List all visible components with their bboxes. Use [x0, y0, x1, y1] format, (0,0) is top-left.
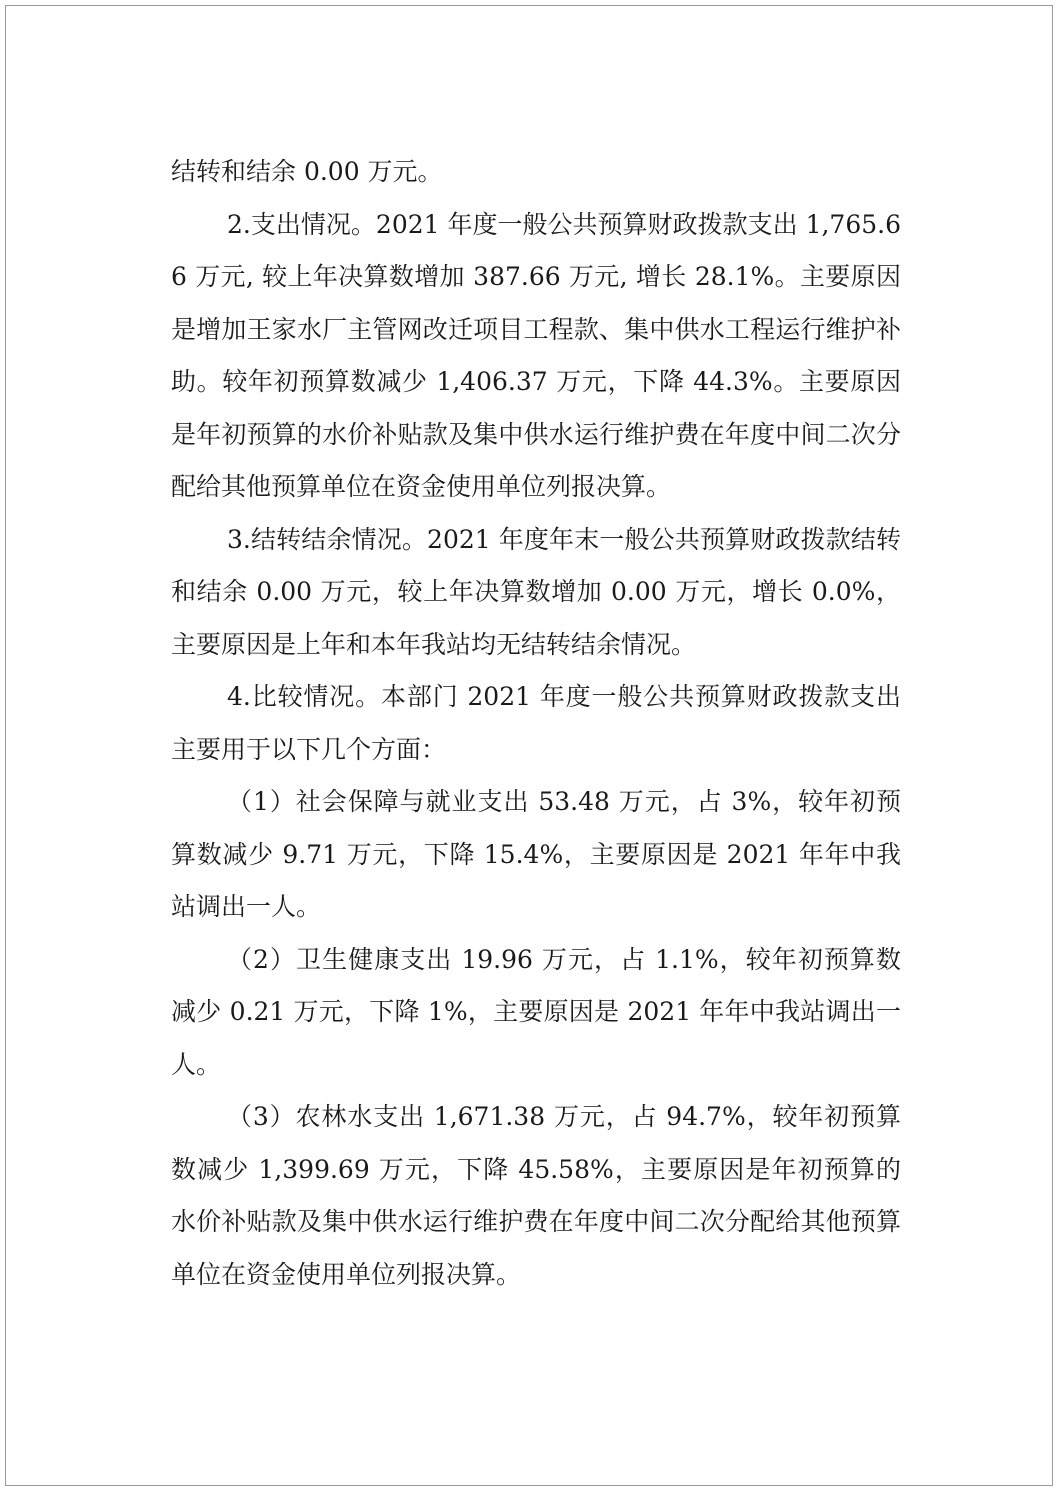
paragraph-carryover: 结转和结余 0.00 万元。 [171, 157, 443, 186]
paragraph-comparison: 4.比较情况。本部门 2021 年度一般公共预算财政拨款支出主要用于以下几个方面： [171, 682, 901, 764]
paragraph-health: （2）卫生健康支出 19.96 万元，占 1.1%，较年初预算数减少 0.21 万元，下降 1%，主要原因是 2021 年年中我站调出一人。 [171, 944, 901, 1079]
document-body [171, 146, 901, 1301]
paragraph-expenditure: 2.支出情况。2021 年度一般公共预算财政拨款支出 1,765.66 万元, 较上年决算数增加 387.66 万元, 增长 28.1%。主要原因是增加王家水厂主管网改迁项目工程款、集中供水工程运行维护补助。较年初预算数减少 1,406.37 万元，下降 44.3%。主要原因是年初预算的水价补贴款及集中供水运行维护费在年度中间二次分配给其他预算单位在资金使用单位列报决算。 [171, 209, 901, 501]
paragraph-agriculture: （3）农林水支出 1,671.38 万元，占 94.7%，较年初预算数减少 1,399.69 万元，下降 45.58%，主要原因是年初预算的水价补贴款及集中供水运行维护费在年度中间二次分配给其他预算单位在资金使用单位列报决算。 [171, 1102, 901, 1289]
paragraph-social-security: （1）社会保障与就业支出 53.48 万元，占 3%，较年初预算数减少 9.71 万元，下降 15.4%，主要原因是 2021 年年中我站调出一人。 [171, 787, 901, 921]
paragraph-carryover-balance: 3.结转结余情况。2021 年度年末一般公共预算财政拨款结转和结余 0.00 万元，较上年决算数增加 0.00 万元，增长 0.0%，主要原因是上年和本年我站均无结转结余情况。 [171, 524, 901, 659]
document-page [5, 5, 1053, 1486]
